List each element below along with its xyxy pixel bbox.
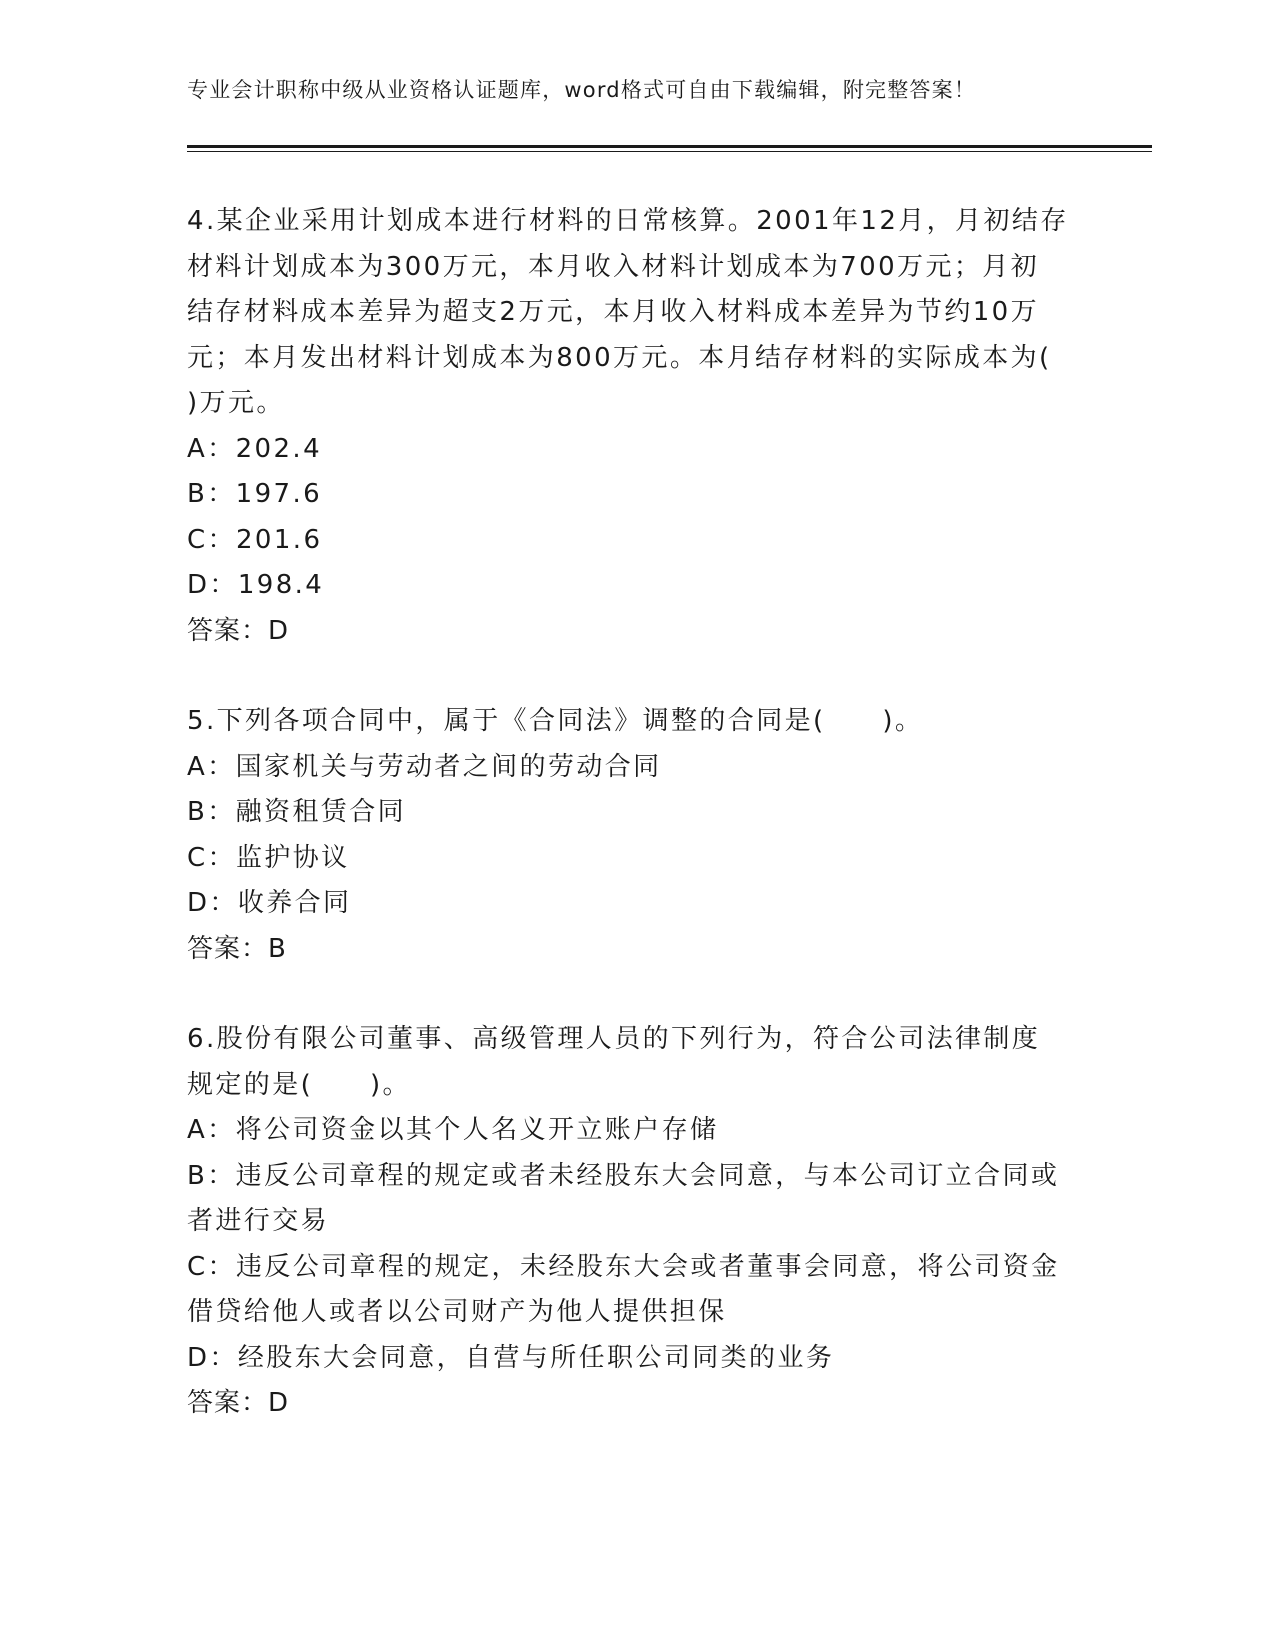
option-c-continued: 借贷给他人或者以公司财产为他人提供担保: [187, 1297, 727, 1327]
answer-label: 答案：D: [187, 1388, 290, 1418]
option-c: C：监护协议: [187, 842, 350, 873]
header-rule-thick: [187, 145, 1152, 148]
option-d: D：经股东大会同意，自营与所任职公司同类的业务: [187, 1342, 835, 1373]
question-stem-line: )万元。: [187, 388, 285, 418]
option-b: B：违反公司章程的规定或者未经股东大会同意，与本公司订立合同或: [187, 1160, 1060, 1191]
page-header: 专业会计职称中级从业资格认证题库，word格式可自由下载编辑，附完整答案！: [187, 78, 977, 102]
question-4: [187, 199, 1087, 654]
option-b: B：融资租赁合同: [187, 797, 407, 827]
question-stem-line: 材料计划成本为300万元，本月收入材料计划成本为700万元；月初: [187, 251, 1040, 282]
question-list: [187, 199, 1087, 1472]
question-stem-line: 规定的是( )。: [187, 1069, 411, 1100]
question-5: [187, 699, 1087, 972]
question-stem-line: 4.某企业采用计划成本进行材料的日常核算。2001年12月，月初结存: [187, 206, 1069, 236]
answer-label: 答案：B: [187, 933, 287, 964]
option-c: C：违反公司章程的规定，未经股东大会或者董事会同意，将公司资金: [187, 1251, 1060, 1282]
option-a: A：国家机关与劳动者之间的劳动合同: [187, 751, 662, 782]
question-stem-line: 元；本月发出材料计划成本为800万元。本月结存材料的实际成本为(: [187, 342, 1052, 373]
header-rule-thin: [187, 151, 1152, 152]
question-stem-line: 结存材料成本差异为超支2万元，本月收入材料成本差异为节约10万: [187, 297, 1040, 327]
option-a: A：将公司资金以其个人名义开立账户存储: [187, 1115, 719, 1145]
option-d: D：收养合同: [187, 888, 352, 918]
answer-label: 答案：D: [187, 615, 290, 646]
question-stem-line: 6.股份有限公司董事、高级管理人员的下列行为，符合公司法律制度: [187, 1024, 1041, 1054]
question-6: [187, 1017, 1087, 1427]
option-b-continued: 者进行交易: [187, 1206, 330, 1236]
option-c: C：201.6: [187, 524, 323, 555]
option-b: B：197.6: [187, 479, 323, 509]
option-a: A：202.4: [187, 433, 323, 464]
question-stem-line: 5.下列各项合同中，属于《合同法》调整的合同是( )。: [187, 706, 924, 736]
option-d: D：198.4: [187, 570, 325, 600]
